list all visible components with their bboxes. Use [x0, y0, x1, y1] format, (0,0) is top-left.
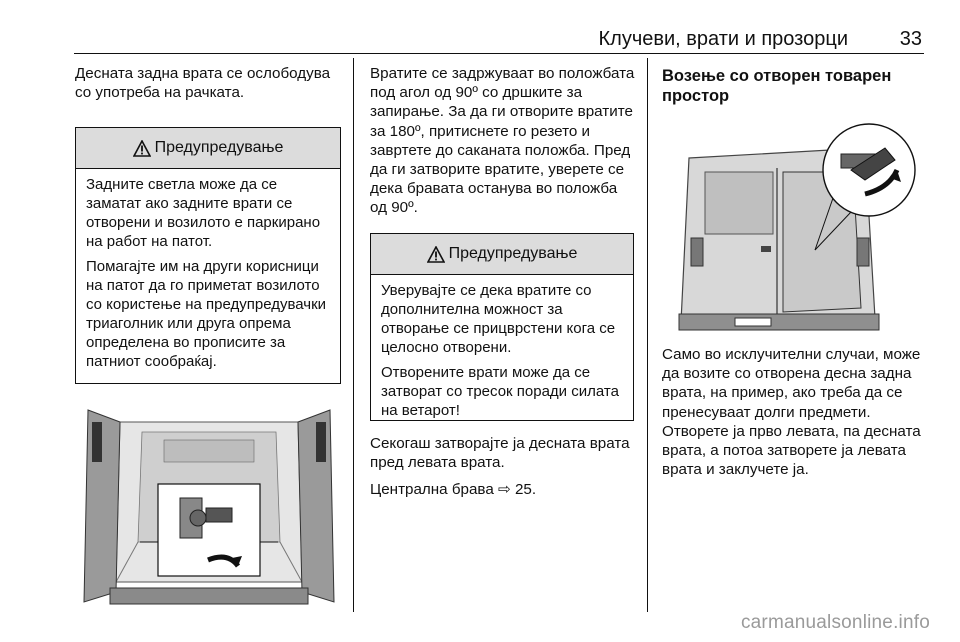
chapter-title: Клучеви, врати и прозорци — [598, 28, 848, 50]
central-lock-reference — [370, 480, 638, 499]
warning-text: Отворените врати може да се затворат со тресок поради силата на ветарот! — [381, 364, 619, 419]
warning-header — [76, 128, 340, 169]
header-rule — [74, 53, 924, 54]
arrow-reference-icon: ⇨ — [498, 481, 511, 499]
left-column — [75, 64, 340, 102]
warning-box-lights — [75, 127, 341, 384]
page-header — [0, 0, 960, 60]
right-column — [662, 66, 932, 106]
left-intro: Десната задна врата се ослободува со употреба на рачката. — [75, 65, 331, 102]
warning-box-doors — [370, 233, 634, 421]
rear-doors-illustration — [80, 392, 338, 610]
right-lower-text — [662, 345, 934, 479]
warning-triangle-icon — [133, 140, 151, 157]
warning-heading: Предупредување — [154, 139, 284, 156]
warning-text: Уверувајте се дека вратите со дополнителна можност за отворање се прицврстени кога се целосно отворени. — [381, 282, 616, 356]
middle-intro: Вратите се задржуваат во положбата под агол од 90º со дршките за запирање. За да ги отворите вратите за 180º, притиснете го резето и завртете до саканата положба. Пред да ги затворите вратите, уверете се дека бравата останува во положба од 90º. — [370, 65, 635, 217]
warning-text: Помагајте им на други корисници на патот да го приметат возилото со користење на предупредувачки триаголник или друга опрема определена во прописите за патниот сообраќај. — [86, 258, 327, 370]
middle-column — [370, 64, 638, 218]
watermark: carmanualsonline.info — [740, 612, 930, 633]
warning-text: Задните светла може да се заматат ако задните врати се отворени и возилото е паркирано на работ на патот. — [86, 176, 321, 250]
page-number: 33 — [899, 28, 922, 50]
warning-heading: Предупредување — [448, 245, 578, 262]
van-rear-illustration — [665, 118, 927, 340]
warning-header — [371, 234, 633, 275]
closing-order-text: Секогаш затворајте ја десната врата пред левата врата. — [370, 435, 630, 472]
page-reference[interactable]: 25. — [514, 481, 537, 499]
middle-lower-text — [370, 434, 638, 500]
column-divider — [353, 58, 354, 612]
column-divider — [647, 58, 648, 612]
warning-triangle-icon — [427, 246, 445, 263]
section-heading: Возење со отворен товарен простор — [662, 67, 892, 105]
central-lock-label: Централна брава — [370, 481, 494, 499]
driving-open-text: Само во исклучителни случаи, може да возите со отворена десна задна врата, на пример, ако треба да се пренесуваат долги предмети. Отворете ја прво левата, па десната врата, а потоа затворете ја левата врата и заклучете ја. — [662, 346, 921, 479]
